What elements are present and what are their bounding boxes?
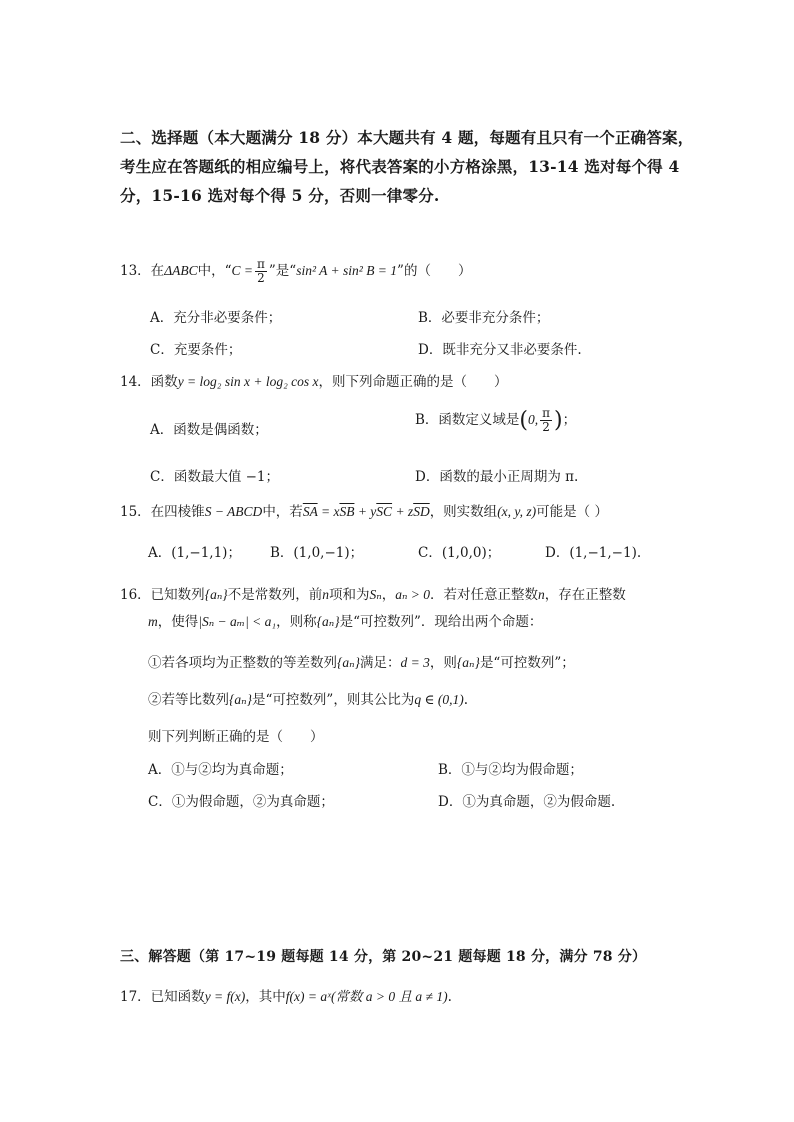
q14-option-b-end: ； xyxy=(562,412,577,428)
q16-option-a: A．①与②均为真命题； xyxy=(148,762,293,778)
q14-option-b xyxy=(415,407,576,434)
q16-text1f: ，存在正整数 xyxy=(544,587,626,603)
q16-proposition-2 xyxy=(148,688,468,708)
q13-option-d: D．既非充分又非必要条件. xyxy=(418,342,582,358)
q15-text1: 中，若 xyxy=(262,504,303,520)
q16-an-4: {aₙ} xyxy=(456,655,480,670)
q16-sn: Sₙ xyxy=(369,587,382,602)
q16-an-3: {aₙ} xyxy=(337,655,361,670)
q15-eq: = x xyxy=(317,504,340,519)
q15-text2: ，则实数组 xyxy=(429,504,498,520)
q16-text1c: 项和为 xyxy=(328,587,370,603)
question-16-line1 xyxy=(120,583,626,603)
question-13-stem xyxy=(120,258,471,285)
q13-text2: ”是“ xyxy=(268,263,297,279)
question-14-stem xyxy=(120,370,508,390)
q16-p2-text-a: ②若等比数列 xyxy=(148,692,229,708)
q15-number: 15．在四棱锥 xyxy=(120,504,205,520)
q15-vector-sa: $\overline{SA}$ xyxy=(302,504,318,519)
section2-line2: 考生应在答题纸的相应编号上，将代表答案的小方格涂黑，13-14 选对每个得 4 xyxy=(120,157,680,176)
q16-m: m xyxy=(148,614,158,629)
section2-line1: 二、选择题（本大题满分 18 分）本大题共有 4 题，每题有且只有一个正确答案， xyxy=(120,128,694,147)
q16-n-1: n xyxy=(322,587,329,602)
q14-tail: ，则下列命题正确的是（ ） xyxy=(318,374,508,390)
q16-option-b: B．①与②均为假命题； xyxy=(438,762,583,778)
q14-fraction-den: 2 xyxy=(542,420,550,434)
q16-an-5: {aₙ} xyxy=(229,692,253,707)
q17-fx-def: f(x) = aˣ xyxy=(285,989,331,1004)
q14-paren-right: ) xyxy=(554,408,563,433)
q14-expr: y = log₂ sin x + log₂ cos x xyxy=(177,374,319,389)
q13-option-c: C．充要条件； xyxy=(150,342,242,358)
q15-option-d: D．(1,−1,−1). xyxy=(545,545,642,561)
q16-an-positive: aₙ > 0 xyxy=(395,587,431,602)
q14-option-b-fraction xyxy=(540,407,552,434)
q13-option-b: B．必要非充分条件； xyxy=(418,310,550,326)
q15-plus-z: + z xyxy=(392,504,414,519)
q16-number: 16．已知数列 xyxy=(120,587,205,603)
q15-tuple: (x, y, z) xyxy=(497,504,537,519)
q13-text3: ”的（ ） xyxy=(397,263,472,279)
q16-text1e: ．若对任意正整数 xyxy=(430,587,539,603)
q13-c-equals: C = xyxy=(231,263,254,278)
q13-fraction-den: 2 xyxy=(257,271,265,285)
q16-inequality: |Sₙ − aₘ| < a₁ xyxy=(198,614,277,629)
q16-option-c: C．①为假命题，②为真命题； xyxy=(148,794,334,810)
section3-title: 三、解答题（第 17~19 题每题 14 分，第 20~21 题每题 18 分，满分 78 分） xyxy=(120,949,647,965)
q16-q-range: q ∈ (0,1) xyxy=(414,692,464,707)
q15-vector-sd: $\overline{SD}$ xyxy=(413,504,430,519)
q13-fraction-num: π xyxy=(257,257,265,271)
q16-text1d: ， xyxy=(381,587,396,603)
q14-option-a: A．函数是偶函数； xyxy=(150,422,268,438)
question-16-line2 xyxy=(148,610,542,630)
question-17-stem xyxy=(120,985,452,1005)
q13-expr: sin² A + sin² B = 1 xyxy=(296,263,398,278)
q15-option-b: B．(1,0,−1)； xyxy=(270,545,364,561)
q16-an-2: {aₙ} xyxy=(316,614,340,629)
q13-option-a: A．充分非必要条件； xyxy=(150,310,282,326)
q14-fraction-num: π xyxy=(542,406,551,420)
q16-p1-text-d: 是“可控数列”； xyxy=(479,655,575,671)
q16-p1-text-b: 满足： xyxy=(360,655,401,671)
q15-option-c: C．(1,0,0)； xyxy=(418,545,501,561)
q15-text3: 可能是（ ） xyxy=(536,504,608,520)
q16-p1-text-c: ，则 xyxy=(429,655,457,671)
q16-p2-text-c: . xyxy=(463,692,468,708)
q14-number: 14．函数 xyxy=(120,374,178,390)
q16-text2a: ，使得 xyxy=(157,614,199,630)
q15-plus-y: + y xyxy=(354,504,377,519)
q16-text1b: 不是常数列，前 xyxy=(227,587,323,603)
q14-paren-left: ( xyxy=(519,408,529,433)
q16-text2b: ，则称 xyxy=(276,614,317,630)
q13-number: 13．在 xyxy=(120,263,165,279)
q17-number: 17．已知函数 xyxy=(120,989,205,1005)
q17-condition: (常数 a > 0 且 a ≠ 1) xyxy=(330,989,448,1004)
q16-an-1: {aₙ} xyxy=(204,587,228,602)
q14-option-b-zero: 0, xyxy=(528,412,539,427)
q16-p1-text-a: ①若各项均为正整数的等差数列 xyxy=(148,655,337,671)
question-15-stem xyxy=(120,500,608,520)
section2-line3: 分，15-16 选对每个得 5 分，否则一律零分. xyxy=(120,186,440,205)
q17-y-equals-fx: y = f(x) xyxy=(204,989,246,1004)
q16-option-d: D．①为真命题，②为假命题. xyxy=(438,794,616,810)
q15-vector-sb: $\overline{SB}$ xyxy=(339,504,355,519)
q13-text1: 中，“ xyxy=(197,263,232,279)
q16-question: 则下列判断正确的是（ ） xyxy=(148,729,324,745)
q15-vector-sc: $\overline{SC}$ xyxy=(376,504,393,519)
q13-fraction xyxy=(255,258,267,285)
q14-option-b-label: B．函数定义域是 xyxy=(415,412,520,428)
q16-n-2: n xyxy=(538,587,545,602)
q14-option-c: C．函数最大值 −1； xyxy=(150,469,280,485)
q17-text1: ，其中 xyxy=(245,989,286,1005)
q14-option-d: D．函数的最小正周期为 π. xyxy=(415,469,579,485)
q17-end: . xyxy=(447,989,452,1005)
q15-pyramid: S − ABCD xyxy=(204,504,263,519)
q16-p2-text-b: 是“可控数列”，则其公比为 xyxy=(252,692,415,708)
q16-text2c: 是“可控数列”．现给出两个命题： xyxy=(339,614,543,630)
q15-option-a: A．(1,−1,1)； xyxy=(148,545,241,561)
q16-proposition-1 xyxy=(148,651,575,671)
q13-triangle: ΔABC xyxy=(164,263,198,278)
q16-d-equals-3: d = 3 xyxy=(400,655,430,670)
